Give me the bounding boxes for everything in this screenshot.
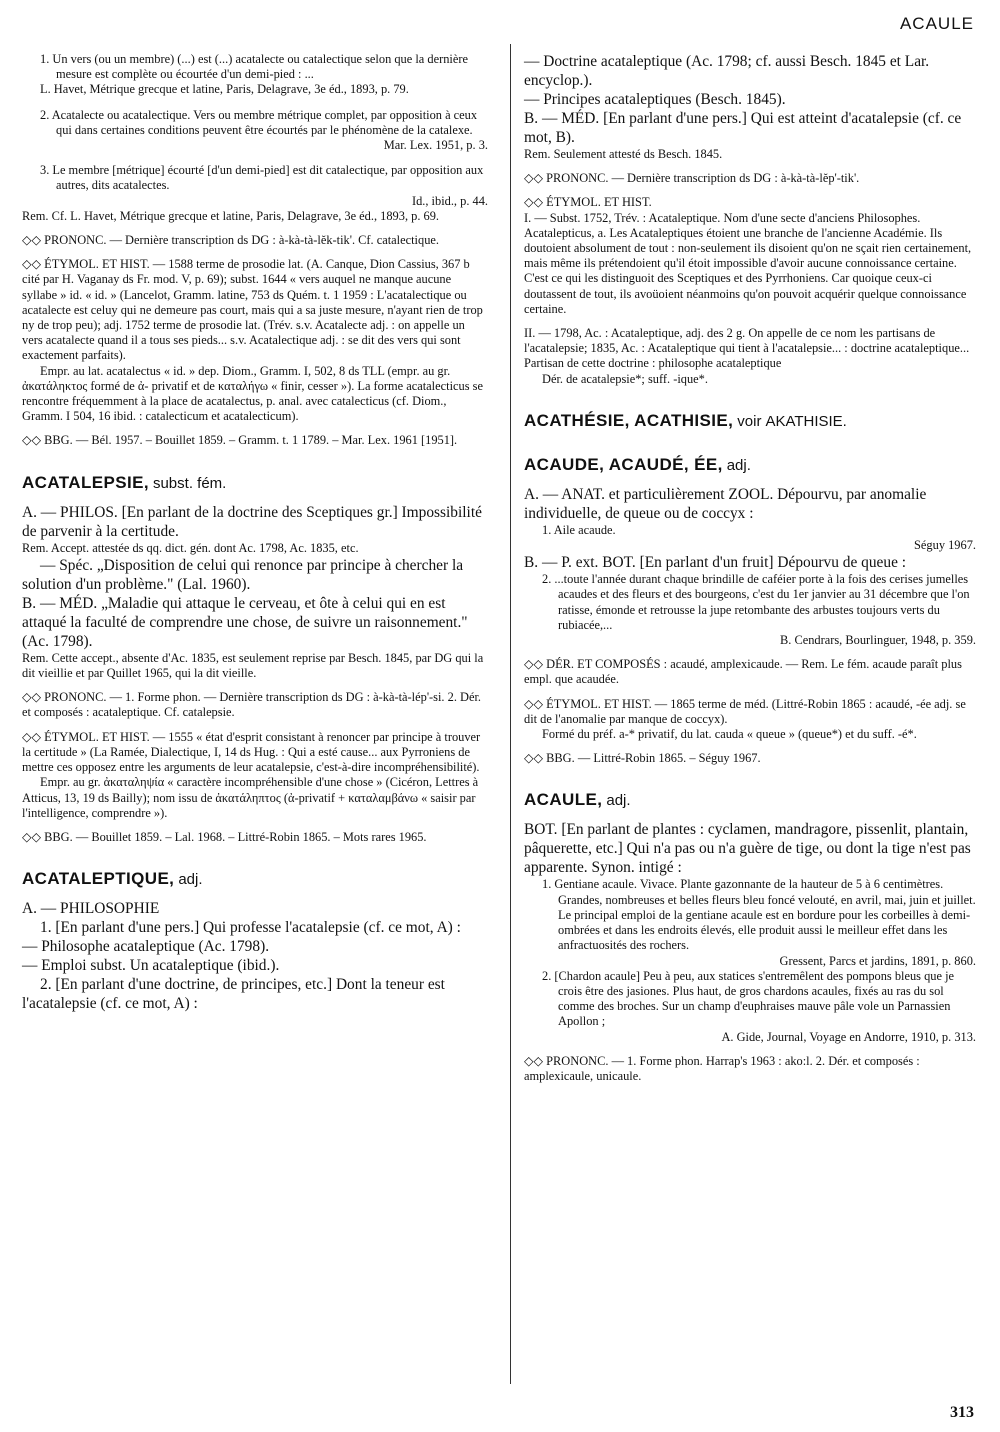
acaude-sense-b: B. — P. ext. BOT. [En parlant d'un fruit] Dépourvu de queue :	[524, 554, 907, 572]
acaule-pos: adj.	[606, 792, 631, 810]
acaule-example-2: 2. [Chardon acaule] Peu à peu, aux statices s'entremêlent des pompons bleus que je crois être des jasiones. Plus haut, de gros chardons acaules, fixés au ras du sol comme des broches. Sur un champ d'euphraises mauve pâle vole un Parnassien Apollon ;	[542, 968, 955, 1029]
acataleptique-pos: adj.	[178, 871, 203, 889]
acataleptique-example-2: — Emploi subst. Un acataleptique (ibid.).	[22, 957, 280, 975]
acataleptique-example-1: — Philosophe acataleptique (Ac. 1798).	[22, 938, 270, 956]
running-header: ACAULE	[899, 14, 974, 33]
acataleptique-etymol-1: I. — Subst. 1752, Trév. : Acataleptique. Nom d'une secte d'anciens Philosophes. Acatalepticus, a. Les Acataleptiques étoient une branche de l'ancienne Académie. Ils doutoient absolument de tout : non-seulement ils disoient qu'on ne sçait rien certainement, mais même ils prétendoient qu'il étoit impossible d'avoir aucune connoissance certaine. C'est ce qui les distinguoit des Sceptiques et des Pyrrhoniens. Car quoique ceux-ci doutassent de tout, ils avoüoient néanmoins qu'on pouvoit acquérir quelque connoissance certaine.	[524, 210, 972, 316]
acatalepsie-bbg: ◇◇ BBG. — Bouillet 1859. – Lal. 1968. – Littré-Robin 1865. – Mots rares 1965.	[22, 829, 427, 844]
acatalepsie-spec: — Spéc. „Disposition de celui qui renonce par principe à chercher la solution d'un problème." (Lal. 1960).	[22, 556, 464, 593]
acatalecte-etymol: ◇◇ ÉTYMOL. ET HIST. — 1588 terme de prosodie lat. (A. Canque, Dion Cassius, 367 b cité par H. Vaganay ds Fr. mod. V, p. 69); subst. 1644 « vers auquel ne manque aucune syllabe » id. « id. » (Lancelot, Gramm. latine, 753 ds Quém. t. 1 1959 : L'acatalectique ou acatalecte est celuy qui ne demeure pas court, mais qui a sa juste mesure, n'ayant rien de trop ny de trop peu); adj. 1752 terme de prosodie lat. (Trév. s.v. Acatalecte adj. : on appelle un vers acatalecte quand il a tous ses pieds... s.v. Acatalectique adj. : se dit des vers qui sont exactement parfaits).	[22, 257, 483, 363]
acatalecte-example-2: 2. Acatalecte ou acatalectique. Vers ou membre métrique complet, par opposition à ceux qui dans certaines conditions peuvent être écourtés par le phénomène de la catalexe.	[40, 107, 478, 137]
acaule-definition: BOT. [En parlant de plantes : cyclamen, mandragore, pissenlit, plantain, pâquerette, etc.] Qui n'a pas ou n'a guère de tige, ou dont la tige n'est pas apparente. Synon. intigé :	[524, 821, 971, 877]
acataleptique-etymol-title: ◇◇ ÉTYMOL. ET HIST.	[524, 195, 652, 210]
acatalepsie-headword: ACATALEPSIE,	[22, 472, 149, 492]
acaude-headword: ACAUDE, ACAUDÉ, ÉE,	[524, 454, 723, 474]
acaude-forme: Formé du préf. a-* privatif, du lat. cauda « queue » (queue*) et du suff. -é*.	[542, 727, 917, 742]
acatalecte-prononc: ◇◇ PRONONC. — Dernière transcription ds DG : à-kà-tà-lĕk-tik'. Cf. catalectique.	[22, 233, 439, 248]
acatalepsie-prononc: ◇◇ PRONONC. — 1. Forme phon. — Dernière transcription ds DG : à-kà-tà-lép'-si. 2. Dér. et composés : acataleptique. Cf. catalepsie.	[22, 690, 482, 720]
acatalepsie-entry-head	[22, 473, 488, 493]
acatalecte-example-3: 3. Le membre [métrique] écourté [d'un demi-pied] est dit catalectique, par opposition aux autres, dits acatalectes.	[40, 163, 484, 193]
acatalepsie-rem-a: Rem. Accept. attestée ds qq. dict. gén. dont Ac. 1798, Ac. 1835, etc.	[22, 540, 359, 555]
acaule-example-1-source: Gressent, Parcs et jardins, 1891, p. 860.	[779, 953, 976, 968]
acataleptique-entry-head	[22, 869, 488, 889]
acaude-pos: adj.	[726, 456, 751, 474]
acaude-bbg: ◇◇ BBG. — Littré-Robin 1865. – Séguy 1967.	[524, 751, 761, 766]
acatalepsie-sense-b: B. — MÉD. „Maladie qui attaque le cerveau, et ôte à celui qui en est attaqué la faculté de comprendre une chose, de suivre un raisonnement." (Ac. 1798).	[22, 594, 468, 650]
acatalecte-rem: Rem. Cf. L. Havet, Métrique grecque et latine, Paris, Delagrave, 3e éd., 1893, p. 69.	[22, 208, 440, 223]
acataleptique-sense-b: B. — MÉD. [En parlant d'une pers.] Qui est atteint d'acatalepsie (cf. ce mot, B).	[524, 110, 962, 146]
acatalepsie-etymol: ◇◇ ÉTYMOL. ET HIST. — 1555 « état d'esprit consistant à renoncer par principe à trouver la certitude » (La Ramée, Dialectique, I, 14 ds Hug. : Qui a esté cause... aux Pyrroniens de mettre ces opposez entre les arguments de leur acatalepsie, c'est-à-dire incompréhensibilité).	[22, 729, 481, 775]
acatalecte-example-1-source: L. Havet, Métrique grecque et latine, Paris, Delagrave, 3e éd., 1893, p. 79.	[40, 82, 409, 97]
acataleptique-prononc: ◇◇ PRONONC. — Dernière transcription ds DG : à-kà-tà-lĕp'-tik'.	[524, 171, 860, 186]
acatalepsie-empr: Empr. au gr. ἀκαταληψία « caractère incompréhensible d'une chose » (Cicéron, Lettres à Atticus, 13, 19 ds Bailly); nom issu de ἀκατάληπτος (ἀ-privatif + καταλαμβάνω « saisir par l'intelligence, comprendre »).	[22, 775, 479, 820]
acatalepsie-pos: subst. fém.	[152, 474, 227, 492]
acatalecte-empr: Empr. au lat. acatalectus « id. » dep. Diom., Gramm. I, 502, 8 ds TLL (empr. au gr. ἀκατάληκτος formé de ἀ- privatif et de καταλήγω « finir, cesser »). La forme acatalecticus se rencontre fréquemment à la place de acatalectus, p. anal. avec catalecticus (cf. Diom., Gramm. I 504, 16 ibid. : catalecticum et acatalecticum).	[22, 363, 483, 424]
acaude-example-2: 2. ...toute l'année durant chaque brindille de caféier porte à la fois des cerises jumelles acaudes et des fleurs et des bourgeons, c'est du 1er janvier au 31 décembre que l'on ratisse, émonde et retrousse la jupe retombante des arbustes toujours verts du rubiacée,...	[542, 572, 970, 632]
left-column	[22, 52, 488, 1013]
acaude-der: ◇◇ DÉR. ET COMPOSÉS : acaudé, amplexicaude. — Rem. Le fém. acaude paraît plus empl. que acaudée.	[524, 657, 962, 687]
acatalecte-example-2-source: Mar. Lex. 1951, p. 3.	[383, 138, 488, 153]
acaude-example-1: 1. Aile acaude.	[542, 522, 616, 537]
acaude-etymol: ◇◇ ÉTYMOL. ET HIST. — 1865 terme de méd. (Littré-Robin 1865 : acaudé, -ée adj. se dit de l'anomalie par manque de coccyx).	[524, 696, 966, 726]
acataleptique-sense-a: A. — PHILOSOPHIE	[22, 900, 160, 918]
acathesie-headword: ACATHÉSIE, ACATHISIE,	[524, 410, 734, 430]
acaule-example-2-source: A. Gide, Journal, Voyage en Andorre, 1910, p. 313.	[721, 1029, 976, 1044]
acatalecte-example-1: 1. Un vers (ou un membre) (...) est (...) acatalecte ou catalectique selon que la dernière mesure est complète ou écourtée d'un demi-pied : ...	[40, 52, 468, 82]
acaude-sense-a: A. — ANAT. et particulièrement ZOOL. Dépourvu, par anomalie individuelle, de queue ou de coccyx :	[524, 485, 927, 522]
acatalecte-bbg: ◇◇ BBG. — Bél. 1957. – Bouillet 1859. – Gramm. t. 1 1789. – Mar. Lex. 1961 [1951].	[22, 433, 458, 448]
acathesie-target-link[interactable]: AKATHISIE.	[765, 412, 847, 430]
acatalepsie-sense-a: A. — PHILOS. [En parlant de la doctrine des Sceptiques gr.] Impossibilité de parvenir à la certitude.	[22, 503, 482, 540]
acaule-example-1: 1. Gentiane acaule. Vivace. Plante gazonnante de la hauteur de 5 à 6 centimètres. Grandes, nombreuses et belles fleurs bleu foncé velouté, en avril, mai, juin et juillet. Le principal emploi de la gentiane acaule est en bordure pour les corbeilles à demi-ombrées et dans les endroits élevés, elle produit aussi le meilleur effet dans les anfractuosités des rochers.	[542, 877, 976, 953]
acataleptique-example-3: — Doctrine acataleptique (Ac. 1798; cf. aussi Besch. 1845 et Lar. encyclop.).	[524, 53, 930, 89]
acatalecte-example-3-source: Id., ibid., p. 44.	[411, 193, 488, 208]
acaule-prononc: ◇◇ PRONONC. — 1. Forme phon. Harrap's 1963 : ako:l. 2. Dér. et composés : amplexicaule, unicaule.	[524, 1053, 920, 1083]
page-number: 313	[950, 1404, 974, 1421]
acathesie-entry	[524, 411, 976, 431]
acatalepsie-rem-b: Rem. Cette accept., absente d'Ac. 1835, est seulement reprise par Besch. 1845, par DG qui la dit vieillie et par Quillet 1965, qui la dit vieille.	[22, 650, 484, 681]
acataleptique-der: Dér. de acatalepsie*; suff. -ique*.	[542, 371, 708, 386]
acaude-entry-head	[524, 455, 976, 475]
right-column	[524, 52, 976, 1084]
acataleptique-example-4: — Principes acataleptiques (Besch. 1845).	[524, 91, 786, 108]
acataleptique-item-2: 2. [En parlant d'une doctrine, de principes, etc.] Dont la teneur est l'acatalepsie (cf. ce mot, A) :	[22, 976, 445, 1013]
acataleptique-rem: Rem. Seulement attesté ds Besch. 1845.	[524, 147, 723, 161]
acaude-example-1-source: Séguy 1967.	[914, 538, 976, 553]
acaule-headword: ACAULE,	[524, 790, 603, 810]
column-divider	[510, 44, 511, 1384]
acaude-example-2-source: B. Cendrars, Bourlinguer, 1948, p. 359.	[779, 633, 976, 648]
acataleptique-item-1: 1. [En parlant d'une pers.] Qui professe l'acatalepsie (cf. ce mot, A) :	[40, 919, 461, 937]
acataleptique-headword: ACATALEPTIQUE,	[22, 869, 175, 889]
acathesie-voir: voir	[737, 412, 762, 430]
acataleptique-etymol-2: II. — 1798, Ac. : Acataleptique, adj. des 2 g. On appelle de ce nom les partisans de l'acatalepsie; 1835, Ac. : Acataleptique qui tient à l'acatalepsie... : doctrine acataleptique... Partisan de cette doctrine : philosophe acataleptique	[524, 326, 970, 371]
acaule-entry-head	[524, 790, 976, 810]
